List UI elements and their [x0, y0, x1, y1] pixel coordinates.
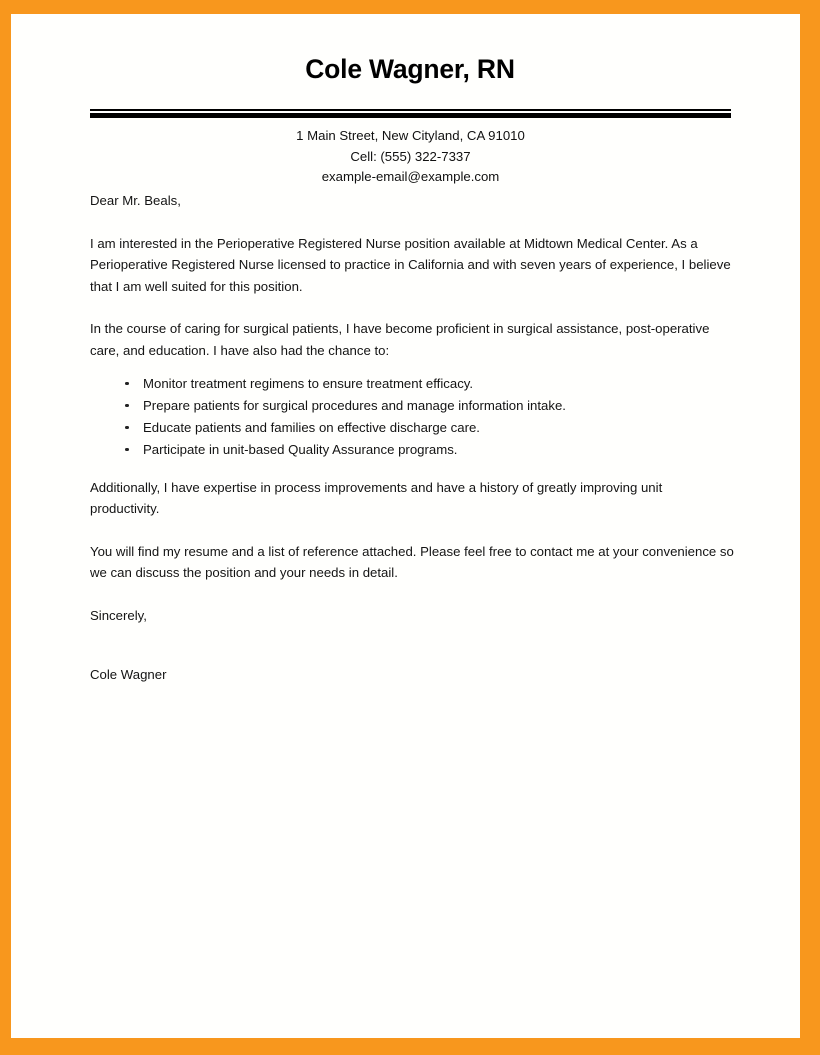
header-divider [90, 109, 731, 121]
contact-address: 1 Main Street, New Cityland, CA 91010 [296, 128, 525, 143]
list-item-text: Monitor treatment regimens to ensure treatment efficacy. [143, 376, 474, 391]
salutation: Dear Mr. Beals, [90, 193, 181, 208]
contact-email: example-email@example.com [321, 169, 500, 184]
bullet-dot-icon [125, 404, 129, 408]
list-item [90, 440, 734, 460]
divider-thick-line [90, 113, 731, 118]
bullet-dot-icon [125, 382, 129, 386]
list-item-text: Prepare patients for surgical procedures and manage information intake. [143, 398, 566, 414]
letter-page [11, 14, 800, 1038]
letterhead [90, 52, 730, 86]
paragraph-additional: Additionally, I have expertise in process improvements and have a history of greatly improving unit productivity. [90, 479, 663, 517]
bullet-dot-icon [125, 448, 129, 452]
achievement-list [90, 374, 734, 460]
bullet-dot-icon [125, 426, 129, 430]
contact-phone: Cell: (555) 322-7337 [350, 148, 471, 164]
letter-body [90, 190, 734, 686]
list-item-text: Participate in unit-based Quality Assurance programs. [143, 442, 458, 458]
list-item [90, 374, 734, 394]
list-item-text: Educate patients and families on effective discharge care. [143, 420, 480, 436]
closing-line: Sincerely, [90, 607, 147, 623]
list-item [90, 418, 734, 438]
paragraph-resume: You will find my resume and a list of reference attached. Please feel free to contact me at your convenience so we can discuss the position and your needs in detail. [90, 543, 734, 581]
paragraph-intro: I am interested in the Perioperative Registered Nurse position available at Midtown Medical Center. As a Perioperative Registered Nurse licensed to practice in California and with seven years of experience, I believe that I am well suited for this position. [90, 235, 731, 294]
signature-name: Cole Wagner [90, 667, 167, 683]
list-item [90, 396, 734, 416]
page-surface [11, 14, 800, 1038]
paragraph-experience: In the course of caring for surgical patients, I have become proficient in surgical assistance, post-operative care, and education. I have also had the chance to: [90, 321, 710, 358]
contact-block [90, 126, 731, 188]
page-title: Cole Wagner, RN [305, 54, 515, 84]
